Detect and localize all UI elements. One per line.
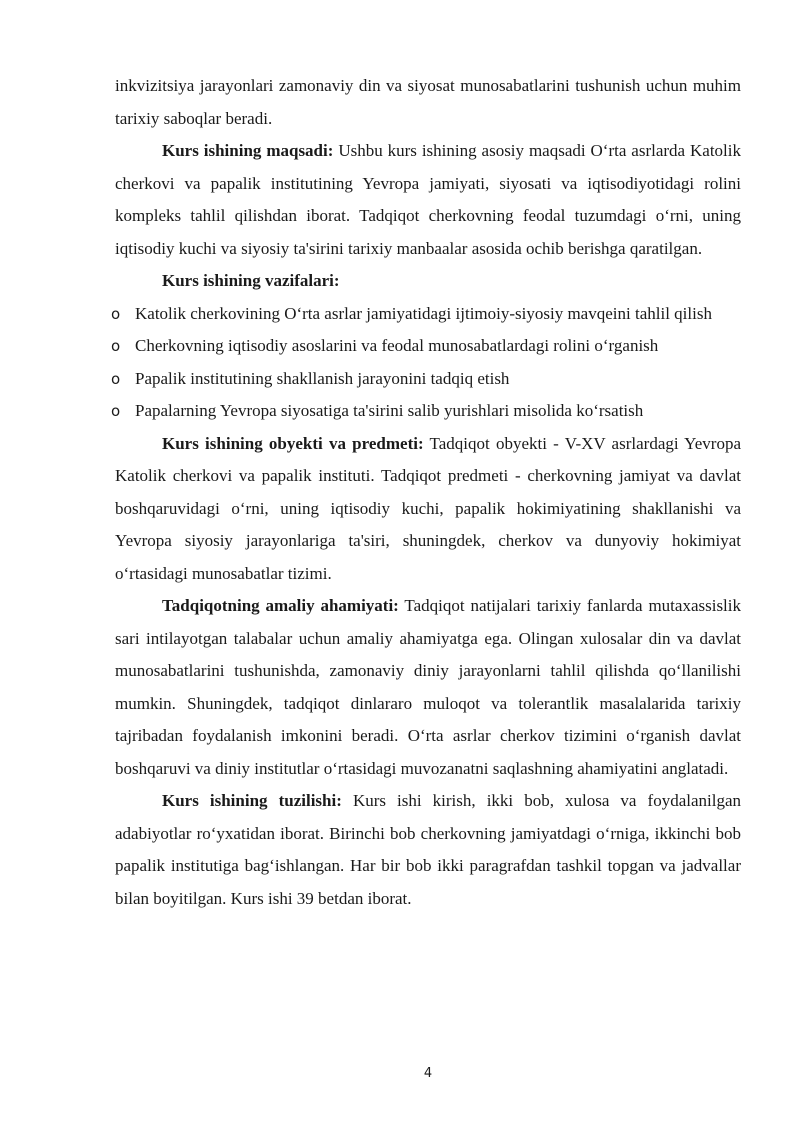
- structure-paragraph: [115, 785, 741, 915]
- intro-text: inkvizitsiya jarayonlari zamonaviy din va siyosat munosabatlarini tushunish uchun muhim tarixiy saboqlar beradi.: [115, 76, 741, 128]
- goal-label: Kurs ishining maqsadi:: [162, 141, 334, 160]
- practical-paragraph: [115, 590, 741, 785]
- practical-text: Tadqiqot natijalari tarixiy fanlarda mutaxassislik sari intilayotgan talabalar uchun amaliy ahamiyatga ega. Olingan xulosalar din va davlat munosabatlarini tushunishda, zamonaviy diniy jarayonlarni tahlil qilishda qo‘llanilishi mumkin. Shuningdek, tadqiqot dinlararo muloqot va tolerantlik masalalarida tarixiy tajribadan foydalanish imkonini beradi. O‘rta asrlar cherkov tizimini o‘rganish davlat boshqaruvi va diniy institutlar o‘rtasidagi muvozanatni saqlashning ahamiyatini anglatadi.: [115, 596, 742, 778]
- bullet-icon: o: [111, 337, 121, 355]
- tasks-list: [111, 298, 741, 428]
- intro-paragraph: [115, 70, 741, 135]
- task-text: Katolik cherkovining O‘rta asrlar jamiyatidagi ijtimoiy-siyosiy mavqeini tahlil qilish: [135, 303, 712, 323]
- list-item: [111, 363, 741, 396]
- goal-text: Ushbu kurs ishining asosiy maqsadi O‘rta asrlarda Katolik cherkovi va papalik institutining Yevropa jamiyati, siyosati va iqtisodiyotidagi rolini kompleks tahlil qilishdan iborat. Tadqiqot cherkovning feodal tuzumdagi o‘rni, uning iqtisodiy kuchi va siyosiy ta'sirini tarixiy manbaalar asosida ochib berishga qaratilgan.: [115, 141, 742, 258]
- bullet-icon: o: [111, 402, 121, 420]
- task-text: Papalik institutining shakllanish jarayonini tadqiq etish: [135, 368, 510, 388]
- bullet-icon: o: [111, 369, 121, 388]
- object-text: Tadqiqot obyekti - V-XV asrlardagi Yevropa Katolik cherkovi va papalik instituti. Tadqiqot predmeti - cherkovning jamiyat va davlat boshqaruvidagi o‘rni, uning iqtisodiy kuchi, papalik hokimiyatining shakllanishi va Yevropa siyosiy jarayonlariga ta'siri, shuningdek, cherkov va dunyoviy hokimiyat o‘rtasidagi munosabatlar tizimi.: [115, 433, 741, 583]
- structure-text: Kurs ishi kirish, ikki bob, xulosa va foydalanilgan adabiyotlar ro‘yxatidan iborat. Birinchi bob cherkovning jamiyatdagi o‘rniga, ikkinchi bob papalik institutiga bag‘ishlangan. Har bir bob ikki paragrafdan tashkil topgan va jadvallar bilan boyitilgan. Kurs ishi 39 betdan iborat.: [115, 791, 741, 908]
- list-item: [111, 395, 741, 428]
- goal-paragraph: [115, 135, 741, 265]
- object-label: Kurs ishining obyekti va predmeti:: [162, 433, 424, 453]
- object-paragraph: [115, 428, 741, 591]
- list-item: [111, 330, 741, 363]
- bullet-icon: o: [111, 304, 121, 323]
- task-text: Cherkovning iqtisodiy asoslarini va feodal munosabatlardagi rolini o‘rganish: [135, 336, 659, 355]
- task-text: Papalarning Yevropa siyosatiga ta'sirini salib yurishlari misolida ko‘rsatish: [135, 401, 644, 420]
- document-page: [111, 70, 742, 915]
- list-item: [111, 298, 741, 331]
- page-number: 4: [423, 1066, 433, 1081]
- tasks-heading: Kurs ishining vazifalari:: [162, 271, 340, 290]
- structure-label: Kurs ishining tuzilishi:: [162, 791, 342, 810]
- practical-label: Tadqiqotning amaliy ahamiyati:: [162, 596, 399, 615]
